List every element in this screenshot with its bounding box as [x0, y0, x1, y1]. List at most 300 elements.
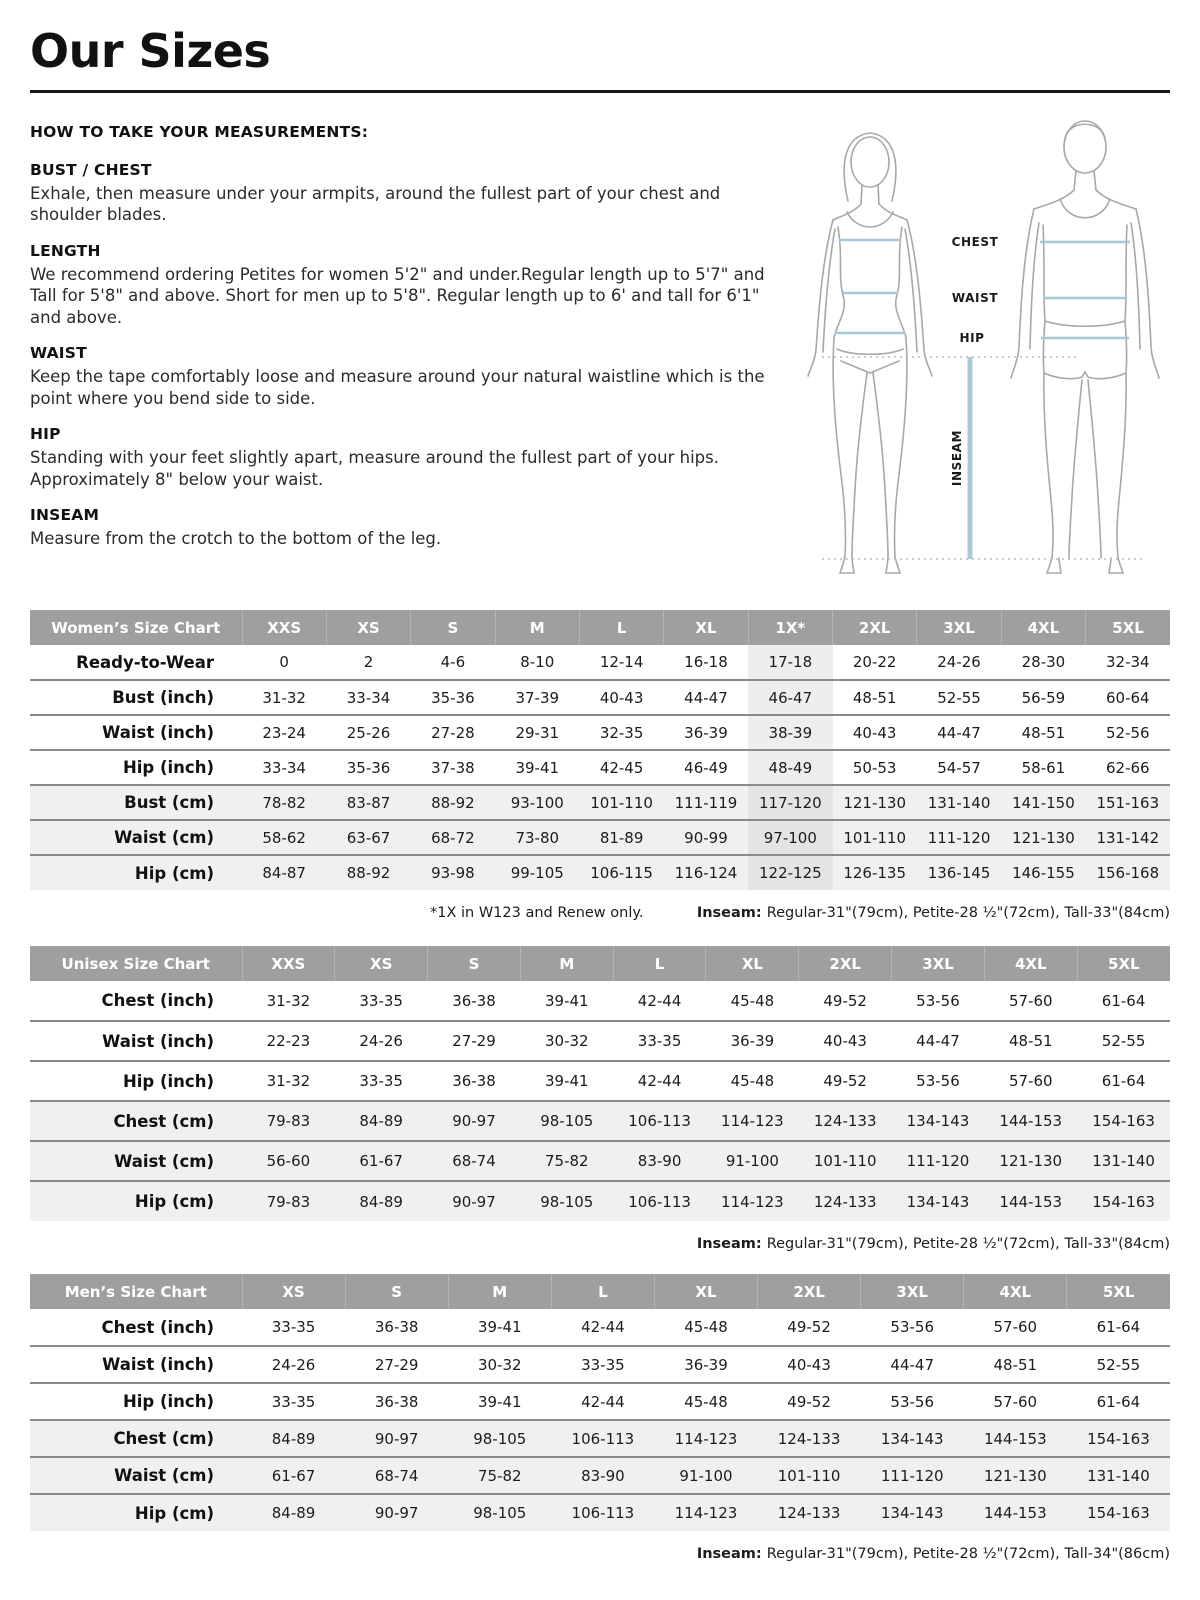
size-column-header: S — [411, 610, 495, 645]
size-value-cell: 53-56 — [916, 991, 960, 1010]
size-value-cell: 62-66 — [1106, 758, 1150, 777]
size-value-cell: 33-34 — [262, 758, 306, 777]
size-value-cell: 44-47 — [937, 723, 981, 742]
size-value-cell: 0 — [279, 653, 289, 671]
size-value-cell: 144-153 — [964, 1494, 1067, 1531]
size-value-cell: 45-48 — [730, 1072, 775, 1090]
size-value-cell: 101-110 — [833, 820, 917, 855]
size-value-cell: 48-51 — [1021, 723, 1066, 742]
row-label: Chest (inch) — [101, 991, 214, 1010]
size-value-cell: 33-35 — [637, 1032, 682, 1050]
size-column-header: L — [613, 946, 706, 981]
row-label: Waist (cm) — [30, 1141, 242, 1181]
size-column-header: 5XL — [1086, 610, 1170, 645]
size-value-cell: 42-44 — [637, 1072, 682, 1090]
instruction-bust-chest — [30, 161, 772, 226]
size-table-row — [30, 1061, 1170, 1101]
size-value-cell: 61-67 — [242, 1457, 345, 1494]
size-value-cell: 84-87 — [242, 855, 326, 890]
measurement-lines — [835, 240, 1130, 338]
size-column-header: 2XL — [833, 610, 917, 645]
size-table-row — [30, 855, 1170, 890]
size-value-cell: 154-163 — [1067, 1494, 1170, 1531]
size-value-cell: 90-97 — [345, 1494, 448, 1531]
size-value-cell: 54-57 — [937, 758, 981, 777]
size-value-cell: 131-142 — [1086, 820, 1170, 855]
size-value-cell: 27-28 — [431, 723, 475, 742]
size-value-cell: 106-113 — [551, 1420, 654, 1457]
size-table-row — [30, 1346, 1170, 1383]
size-value-cell: 49-52 — [787, 1318, 831, 1336]
size-value-cell: 33-35 — [271, 1318, 316, 1336]
size-value-cell: 101-110 — [799, 1141, 892, 1181]
instruction-body: Keep the tape comfortably loose and measure around your natural waistline which is the point where you bend side to side. — [30, 367, 765, 408]
womens-size-table-host — [30, 610, 1170, 890]
measurement-guide — [30, 123, 1170, 583]
size-table-row — [30, 645, 1170, 680]
size-value-cell: 68-74 — [428, 1141, 521, 1181]
size-value-cell: 50-53 — [852, 758, 897, 777]
page-title: Our Sizes — [30, 24, 271, 78]
size-table-row — [30, 785, 1170, 820]
size-value-cell: 37-38 — [431, 758, 475, 777]
size-column-header: 1X* — [748, 610, 832, 645]
size-column-header: L — [551, 1274, 654, 1309]
size-value-cell: 39-41 — [477, 1318, 522, 1336]
size-value-cell: 98-105 — [520, 1181, 613, 1221]
size-value-cell: 27-29 — [452, 1032, 496, 1050]
size-value-cell: 24-26 — [937, 653, 981, 671]
size-value-cell: 101-110 — [579, 785, 663, 820]
row-label: Chest (inch) — [101, 1317, 214, 1337]
size-value-cell: 61-64 — [1096, 1318, 1141, 1336]
size-value-cell: 52-55 — [1096, 1355, 1141, 1374]
size-column-header: XS — [326, 610, 410, 645]
size-value-cell: 31-32 — [262, 688, 306, 707]
size-table-row — [30, 1494, 1170, 1531]
size-table-row — [30, 1021, 1170, 1061]
size-value-cell: 101-110 — [758, 1457, 861, 1494]
size-column-header: XL — [664, 610, 748, 645]
size-value-cell: 20-22 — [852, 653, 897, 671]
size-table-row — [30, 820, 1170, 855]
size-value-cell: 29-31 — [515, 723, 560, 742]
size-value-cell: 121-130 — [964, 1457, 1067, 1494]
size-value-cell: 40-43 — [599, 688, 644, 707]
inseam-note-label: Inseam: — [696, 1546, 762, 1562]
size-value-cell: 146-155 — [1001, 855, 1085, 890]
size-value-cell: 40-43 — [787, 1355, 831, 1374]
size-value-cell: 134-143 — [892, 1181, 985, 1221]
size-value-cell: 131-140 — [1077, 1141, 1170, 1181]
size-table-row — [30, 1420, 1170, 1457]
size-value-cell: 90-97 — [428, 1181, 521, 1221]
size-value-cell: 154-163 — [1077, 1181, 1170, 1221]
instruction-title: LENGTH — [30, 241, 101, 260]
size-value-cell: 75-82 — [448, 1457, 551, 1494]
instruction-body: Exhale, then measure under your armpits, around the fullest part of your chest and shoulder blades. — [30, 184, 721, 225]
size-column-header: 4XL — [1001, 610, 1085, 645]
size-value-cell: 126-135 — [833, 855, 917, 890]
row-label: Waist (inch) — [102, 1031, 214, 1051]
size-value-cell: 30-32 — [477, 1355, 522, 1374]
size-value-cell: 90-97 — [428, 1101, 521, 1141]
size-value-cell: 25-26 — [346, 723, 391, 742]
size-column-header: XS — [335, 946, 428, 981]
row-label: Waist (cm) — [30, 1457, 242, 1494]
size-value-cell: 58-61 — [1021, 758, 1066, 777]
size-column-header: XL — [706, 946, 799, 981]
size-column-header: 4XL — [964, 1274, 1067, 1309]
size-value-cell: 124-133 — [758, 1494, 861, 1531]
size-value-cell: 106-113 — [613, 1181, 706, 1221]
size-value-cell: 81-89 — [579, 820, 663, 855]
size-value-cell: 151-163 — [1086, 785, 1170, 820]
size-value-cell: 144-153 — [984, 1181, 1077, 1221]
size-value-cell: 84-89 — [335, 1181, 428, 1221]
size-column-header: S — [428, 946, 521, 981]
size-value-cell: 156-168 — [1086, 855, 1170, 890]
size-value-cell: 117-120 — [748, 785, 832, 820]
instruction-body: We recommend ordering Petites for women 5'2" and under.Regular length up to 5'7" and Tall for 5'8" and above. Short for men up to 5'8". Regular length up to 6' and tall for 6'1" and above. — [30, 264, 765, 327]
instruction-hip — [30, 425, 772, 490]
mens-size-table-host — [30, 1274, 1170, 1531]
size-value-cell: 124-133 — [758, 1420, 861, 1457]
size-value-cell: 122-125 — [748, 855, 832, 890]
size-value-cell: 49-52 — [823, 991, 867, 1010]
size-value-cell: 91-100 — [706, 1141, 799, 1181]
size-value-cell: 45-48 — [684, 1392, 728, 1411]
instruction-body: Standing with your feet slightly apart, measure around the fullest part of your hips. Approximately 8" below your waist. — [30, 448, 719, 489]
size-value-cell: 154-163 — [1077, 1101, 1170, 1141]
table-title: Men’s Size Chart — [30, 1274, 242, 1309]
size-value-cell: 42-44 — [581, 1392, 625, 1411]
size-column-header: 5XL — [1067, 1274, 1170, 1309]
row-label: Chest (cm) — [30, 1101, 242, 1141]
size-value-cell: 114-123 — [706, 1181, 799, 1221]
size-table-row — [30, 981, 1170, 1021]
size-value-cell: 56-59 — [1021, 688, 1066, 707]
size-table-row — [30, 1141, 1170, 1181]
inseam-note-text: Regular-31"(79cm), Petite-28 ½"(72cm), Tall-33"(84cm) — [766, 1236, 1170, 1252]
hip-label: HIP — [959, 331, 985, 345]
size-value-cell: 52-55 — [937, 688, 981, 707]
unisex-size-table — [30, 946, 1170, 1221]
size-value-cell: 35-36 — [346, 758, 391, 777]
row-label: Hip (inch) — [122, 1071, 214, 1091]
size-value-cell: 144-153 — [984, 1101, 1077, 1141]
inseam-note-label: Inseam: — [696, 905, 762, 921]
size-value-cell: 57-60 — [1008, 991, 1053, 1010]
size-value-cell: 44-47 — [684, 688, 728, 707]
size-value-cell: 49-52 — [823, 1072, 867, 1090]
instructions-heading: HOW TO TAKE YOUR MEASUREMENTS: — [30, 123, 369, 141]
size-value-cell: 121-130 — [984, 1141, 1077, 1181]
size-column-header: 4XL — [984, 946, 1077, 981]
size-value-cell: 36-38 — [374, 1318, 419, 1336]
size-value-cell: 40-43 — [852, 723, 897, 742]
size-table-row — [30, 750, 1170, 785]
size-value-cell: 84-89 — [242, 1494, 345, 1531]
size-value-cell: 93-100 — [495, 785, 579, 820]
size-value-cell: 154-163 — [1067, 1420, 1170, 1457]
size-value-cell: 88-92 — [411, 785, 495, 820]
size-table-row — [30, 1101, 1170, 1141]
inseam-note-label: Inseam: — [696, 1236, 762, 1252]
table-title: Unisex Size Chart — [30, 946, 242, 981]
womens-footnote: *1X in W123 and Renew only. — [430, 905, 644, 921]
size-value-cell: 39-41 — [544, 991, 589, 1010]
size-value-cell: 106-113 — [613, 1101, 706, 1141]
size-value-cell: 134-143 — [861, 1494, 964, 1531]
row-label: Waist (cm) — [30, 820, 242, 855]
size-value-cell: 24-26 — [359, 1032, 403, 1050]
size-column-header: M — [495, 610, 579, 645]
size-table-row — [30, 1309, 1170, 1346]
row-label: Bust (cm) — [30, 785, 242, 820]
size-value-cell: 111-120 — [892, 1141, 985, 1181]
size-value-cell: 68-72 — [411, 820, 495, 855]
size-value-cell: 23-24 — [262, 723, 306, 742]
size-value-cell: 90-97 — [345, 1420, 448, 1457]
size-value-cell: 35-36 — [431, 688, 475, 707]
female-figure-outline — [808, 133, 932, 573]
size-column-header: XS — [242, 1274, 345, 1309]
size-column-header: XXS — [242, 946, 335, 981]
measurement-diagram — [774, 105, 1170, 583]
size-value-cell: 40-43 — [823, 1032, 867, 1050]
row-label: Hip (inch) — [122, 758, 214, 777]
size-value-cell: 68-74 — [345, 1457, 448, 1494]
size-value-cell: 144-153 — [964, 1420, 1067, 1457]
size-value-cell: 124-133 — [799, 1101, 892, 1141]
inseam-label: INSEAM — [950, 429, 964, 487]
unisex-table-notes — [30, 1236, 1170, 1252]
size-value-cell: 88-92 — [326, 855, 410, 890]
mens-size-table — [30, 1274, 1170, 1531]
size-value-cell: 121-130 — [1001, 820, 1085, 855]
inseam-guide-dotted-lines — [822, 357, 1145, 559]
size-value-cell: 114-123 — [654, 1494, 757, 1531]
size-value-cell: 111-120 — [861, 1457, 964, 1494]
row-label: Hip (cm) — [30, 1181, 242, 1221]
table-title: Women’s Size Chart — [30, 610, 242, 645]
size-column-header: 3XL — [892, 946, 985, 981]
size-value-cell: 57-60 — [993, 1392, 1038, 1411]
size-value-cell: 83-90 — [613, 1141, 706, 1181]
body-measurement-illustration — [774, 105, 1170, 583]
size-value-cell: 61-64 — [1101, 1072, 1146, 1090]
size-value-cell: 63-67 — [326, 820, 410, 855]
size-value-cell: 111-120 — [917, 820, 1001, 855]
womens-size-chart-section — [30, 610, 1170, 921]
size-value-cell: 124-133 — [799, 1181, 892, 1221]
size-value-cell: 28-30 — [1021, 653, 1066, 671]
size-value-cell: 131-140 — [1067, 1457, 1170, 1494]
size-value-cell: 36-39 — [684, 1355, 728, 1374]
size-value-cell: 91-100 — [654, 1457, 757, 1494]
size-value-cell: 36-38 — [452, 1072, 496, 1090]
size-value-cell: 131-140 — [917, 785, 1001, 820]
size-value-cell: 17-18 — [748, 645, 832, 680]
size-value-cell: 33-34 — [346, 688, 391, 707]
title-divider — [30, 90, 1170, 93]
size-value-cell: 39-41 — [515, 758, 560, 777]
size-value-cell: 98-105 — [448, 1494, 551, 1531]
size-table-row — [30, 1383, 1170, 1420]
instruction-body: Measure from the crotch to the bottom of the leg. — [30, 528, 442, 548]
instruction-title: HIP — [30, 425, 61, 444]
size-column-header: XL — [654, 1274, 757, 1309]
size-column-header: 2XL — [799, 946, 892, 981]
size-value-cell: 116-124 — [664, 855, 748, 890]
size-value-cell: 33-35 — [359, 1072, 403, 1090]
size-value-cell: 45-48 — [684, 1318, 728, 1336]
size-value-cell: 52-55 — [1101, 1032, 1146, 1050]
size-value-cell: 84-89 — [335, 1101, 428, 1141]
size-value-cell: 56-60 — [242, 1141, 335, 1181]
size-value-cell: 36-38 — [452, 991, 496, 1010]
size-column-header: M — [520, 946, 613, 981]
size-value-cell: 136-145 — [917, 855, 1001, 890]
unisex-size-table-host — [30, 946, 1170, 1221]
row-label: Waist (inch) — [102, 1355, 214, 1374]
size-value-cell: 32-34 — [1106, 653, 1150, 671]
row-label: Bust (inch) — [112, 688, 214, 707]
waist-label: WAIST — [951, 291, 999, 305]
size-value-cell: 53-56 — [890, 1318, 934, 1336]
size-value-cell: 75-82 — [520, 1141, 613, 1181]
row-label: Hip (cm) — [30, 1494, 242, 1531]
size-value-cell: 39-41 — [477, 1392, 522, 1411]
unisex-inseam-note — [697, 1236, 1170, 1252]
size-value-cell: 57-60 — [1008, 1072, 1053, 1090]
size-column-header: 2XL — [758, 1274, 861, 1309]
size-value-cell: 53-56 — [916, 1072, 960, 1090]
mens-table-notes — [30, 1546, 1170, 1562]
womens-inseam-note — [697, 905, 1170, 921]
row-label: Hip (inch) — [122, 1392, 214, 1411]
size-table-row — [30, 680, 1170, 715]
inseam-note-text: Regular-31"(79cm), Petite-28 ½"(72cm), Tall-33"(84cm) — [766, 905, 1170, 921]
instruction-length — [30, 242, 772, 328]
size-value-cell: 93-98 — [411, 855, 495, 890]
size-value-cell: 24-26 — [271, 1355, 316, 1374]
size-table-row — [30, 715, 1170, 750]
size-value-cell: 79-83 — [242, 1101, 335, 1141]
size-value-cell: 42-45 — [599, 758, 644, 777]
size-value-cell: 42-44 — [581, 1318, 625, 1336]
size-value-cell: 46-49 — [684, 758, 728, 777]
size-value-cell: 44-47 — [890, 1355, 934, 1374]
size-value-cell: 52-56 — [1106, 723, 1150, 742]
size-column-header: XXS — [242, 610, 326, 645]
row-label: Hip (cm) — [30, 855, 242, 890]
size-value-cell: 60-64 — [1106, 688, 1150, 707]
size-table-row — [30, 1181, 1170, 1221]
unisex-size-chart-section — [30, 946, 1170, 1252]
size-value-cell: 2 — [363, 653, 374, 671]
size-value-cell: 121-130 — [833, 785, 917, 820]
size-value-cell: 36-39 — [684, 723, 728, 742]
size-value-cell: 36-39 — [730, 1032, 775, 1050]
size-value-cell: 83-87 — [326, 785, 410, 820]
row-label: Ready-to-Wear — [76, 652, 214, 672]
size-value-cell: 48-51 — [852, 688, 897, 707]
size-value-cell: 48-49 — [748, 750, 832, 785]
instruction-waist — [30, 344, 772, 409]
size-value-cell: 32-35 — [599, 723, 644, 742]
size-value-cell: 44-47 — [916, 1032, 960, 1050]
size-value-cell: 98-105 — [520, 1101, 613, 1141]
size-value-cell: 45-48 — [730, 991, 775, 1010]
size-value-cell: 16-18 — [684, 653, 728, 671]
size-value-cell: 30-32 — [544, 1032, 589, 1050]
size-value-cell: 61-67 — [335, 1141, 428, 1181]
size-value-cell: 38-39 — [748, 715, 832, 750]
size-value-cell: 27-29 — [374, 1355, 419, 1374]
size-value-cell: 33-35 — [359, 991, 403, 1010]
mens-inseam-note — [697, 1546, 1170, 1562]
size-value-cell: 90-99 — [664, 820, 748, 855]
size-value-cell: 8-10 — [520, 653, 555, 671]
size-value-cell: 46-47 — [748, 680, 832, 715]
size-value-cell: 99-105 — [495, 855, 579, 890]
row-label: Chest (cm) — [30, 1420, 242, 1457]
size-value-cell: 31-32 — [266, 1072, 311, 1090]
size-value-cell: 78-82 — [242, 785, 326, 820]
size-value-cell: 79-83 — [242, 1181, 335, 1221]
womens-table-notes — [30, 905, 1170, 921]
size-value-cell: 83-90 — [551, 1457, 654, 1494]
size-value-cell: 61-64 — [1096, 1392, 1141, 1411]
size-value-cell: 111-119 — [664, 785, 748, 820]
male-figure-outline — [1011, 121, 1159, 573]
size-value-cell: 106-115 — [579, 855, 663, 890]
size-value-cell: 134-143 — [861, 1420, 964, 1457]
size-column-header: 3XL — [917, 610, 1001, 645]
size-column-header: M — [448, 1274, 551, 1309]
row-label: Waist (inch) — [102, 723, 214, 742]
inseam-note-text: Regular-31"(79cm), Petite-28 ½"(72cm), Tall-34"(86cm) — [766, 1546, 1170, 1562]
size-value-cell: 31-32 — [266, 991, 311, 1010]
size-value-cell: 98-105 — [448, 1420, 551, 1457]
size-value-cell: 48-51 — [993, 1355, 1038, 1374]
instruction-title: BUST / CHEST — [30, 161, 152, 179]
size-value-cell: 57-60 — [993, 1318, 1038, 1336]
instruction-title: WAIST — [30, 344, 87, 363]
size-value-cell: 42-44 — [637, 991, 682, 1010]
size-table-row — [30, 1457, 1170, 1494]
measurement-instructions — [30, 123, 772, 583]
size-value-cell: 58-62 — [242, 820, 326, 855]
size-value-cell: 114-123 — [706, 1101, 799, 1141]
size-value-cell: 48-51 — [1008, 1032, 1053, 1050]
instruction-inseam — [30, 506, 772, 549]
size-value-cell: 39-41 — [544, 1072, 589, 1090]
size-column-header: L — [579, 610, 663, 645]
size-value-cell: 84-89 — [242, 1420, 345, 1457]
size-value-cell: 37-39 — [515, 688, 560, 707]
chest-label: CHEST — [951, 235, 999, 249]
size-value-cell: 53-56 — [890, 1392, 934, 1411]
size-value-cell: 36-38 — [374, 1392, 419, 1411]
size-value-cell: 73-80 — [495, 820, 579, 855]
size-value-cell: 33-35 — [271, 1392, 316, 1411]
size-column-header: 5XL — [1077, 946, 1170, 981]
size-value-cell: 49-52 — [787, 1392, 831, 1411]
size-value-cell: 114-123 — [654, 1420, 757, 1457]
